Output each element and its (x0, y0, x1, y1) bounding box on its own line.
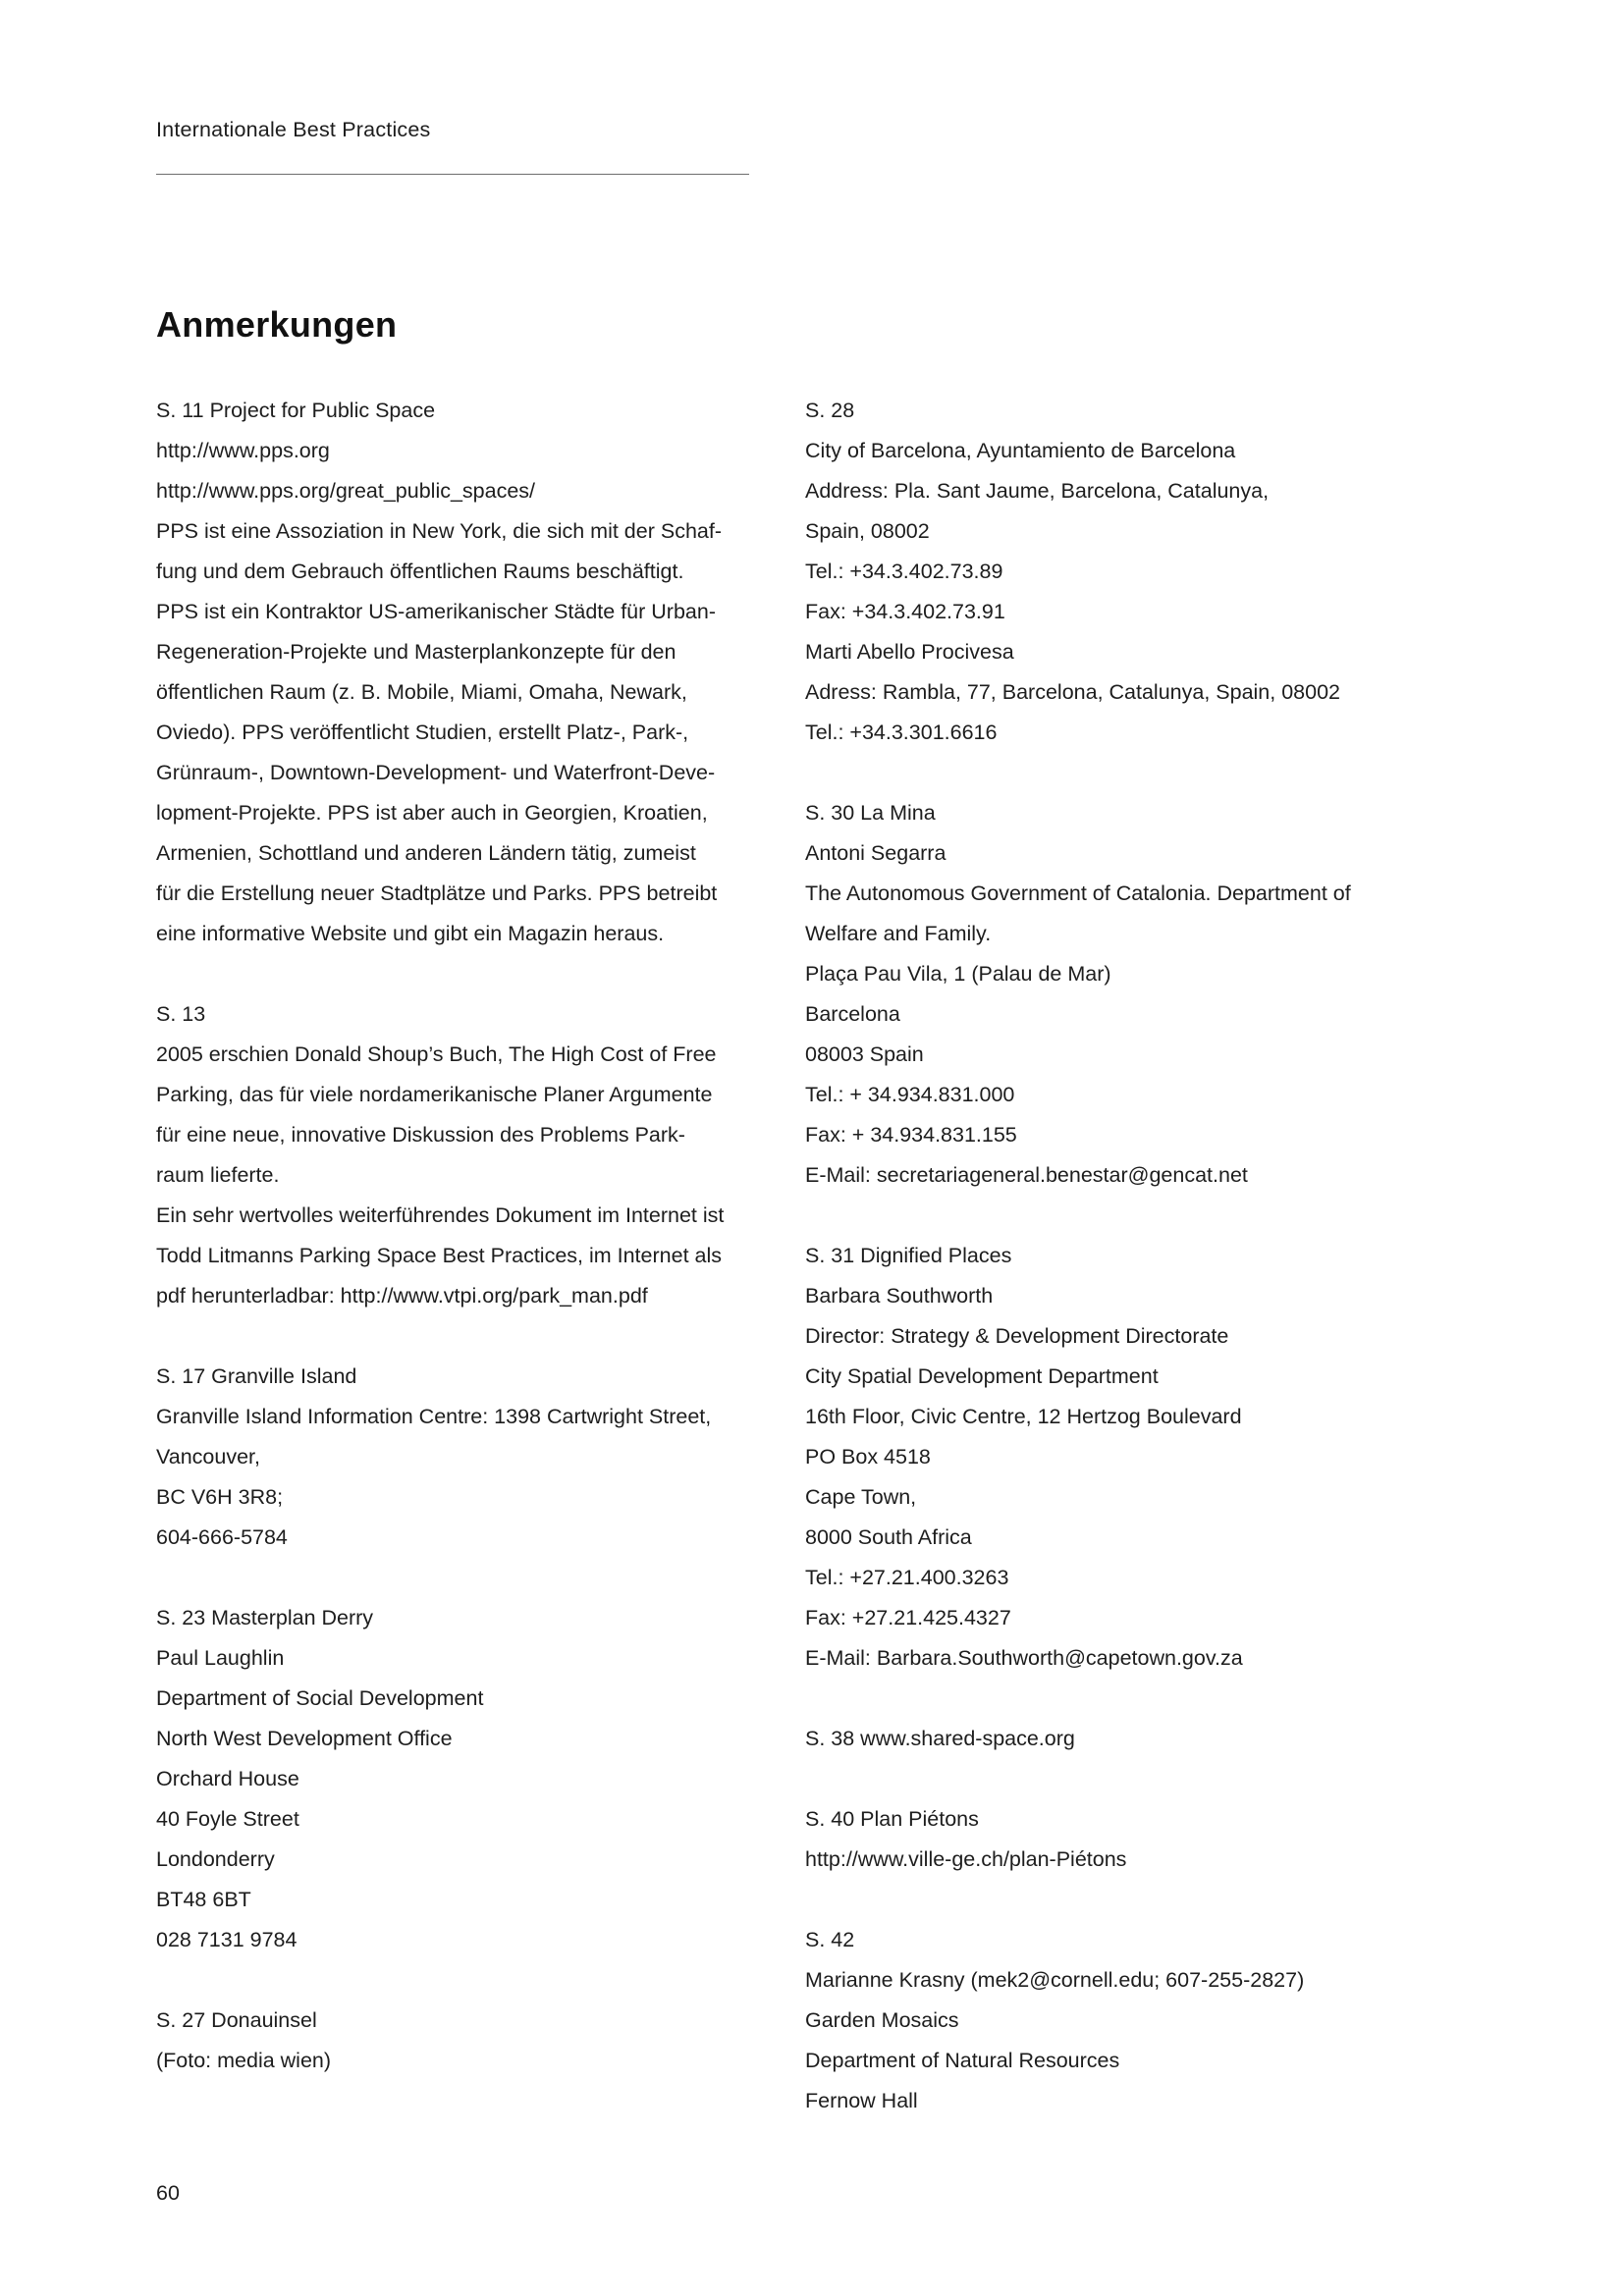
note-line: Londonderry (156, 1847, 275, 1871)
note-line: S. 31 Dignified Places (805, 1244, 1012, 1267)
note-line: Address: Pla. Sant Jaume, Barcelona, Catalunya, (805, 479, 1270, 503)
note-line: City of Barcelona, Ayuntamiento de Barcelona (805, 439, 1236, 462)
note-line: Marianne Krasny (mek2@cornell.edu; 607-255-2827) (805, 1968, 1305, 1992)
note-line: S. 42 (805, 1928, 855, 1951)
note-line: Spain, 08002 (805, 519, 930, 543)
column-right (805, 391, 1434, 2121)
note-block (805, 1719, 1434, 1759)
note-line: Plaça Pau Vila, 1 (Palau de Mar) (805, 962, 1111, 986)
note-line: http://www.pps.org (156, 439, 330, 462)
note-line: für die Erstellung neuer Stadtplätze und Parks. PPS betreibt (156, 881, 718, 905)
note-line: Armenien, Schottland und anderen Ländern tätig, zumeist (156, 841, 696, 865)
note-line: öffentlichen Raum (z. B. Mobile, Miami, Omaha, Newark, (156, 680, 687, 704)
note-line: Tel.: +34.3.301.6616 (805, 721, 998, 744)
note-block (805, 1799, 1434, 1880)
note-line: Fax: + 34.934.831.155 (805, 1123, 1017, 1147)
note-block (156, 1357, 784, 1558)
note-line: Fax: +27.21.425.4327 (805, 1606, 1011, 1629)
note-line: 8000 South Africa (805, 1525, 972, 1549)
note-line: BT48 6BT (156, 1888, 251, 1911)
note-line: Ein sehr wertvolles weiterführendes Dokument im Internet ist (156, 1203, 725, 1227)
note-line: E-Mail: secretariageneral.benestar@gencat.net (805, 1163, 1248, 1187)
note-line: S. 17 Granville Island (156, 1364, 357, 1388)
note-line: Todd Litmanns Parking Space Best Practices, im Internet als (156, 1244, 722, 1267)
note-block (156, 1598, 784, 1960)
note-line: North West Development Office (156, 1727, 453, 1750)
note-line: Fax: +34.3.402.73.91 (805, 600, 1005, 623)
note-block (156, 994, 784, 1316)
page-title: Anmerkungen (156, 304, 398, 345)
note-line: S. 28 (805, 399, 855, 422)
note-line: 40 Foyle Street (156, 1807, 299, 1831)
note-line: lopment-Projekte. PPS ist aber auch in Georgien, Kroatien, (156, 801, 708, 825)
note-line: eine informative Website und gibt ein Magazin heraus. (156, 922, 665, 945)
note-line: Vancouver, (156, 1445, 260, 1468)
note-line: Grünraum-, Downtown-Development- und Waterfront-Deve- (156, 761, 716, 784)
note-line: 604-666-5784 (156, 1525, 288, 1549)
note-line: Oviedo). PPS veröffentlicht Studien, erstellt Platz-, Park-, (156, 721, 689, 744)
note-line: S. 27 Donauinsel (156, 2008, 317, 2032)
note-line: 028 7131 9784 (156, 1928, 298, 1951)
note-line: Granville Island Information Centre: 1398 Cartwright Street, (156, 1405, 712, 1428)
note-line: S. 11 Project for Public Space (156, 399, 436, 422)
note-line: Orchard House (156, 1767, 299, 1790)
note-line: Adress: Rambla, 77, Barcelona, Catalunya, Spain, 08002 (805, 680, 1340, 704)
header-rule (156, 174, 749, 175)
note-line: http://www.pps.org/great_public_spaces/ (156, 479, 536, 503)
note-line: Marti Abello Procivesa (805, 640, 1014, 664)
note-line: Tel.: + 34.934.831.000 (805, 1083, 1015, 1106)
note-block (156, 2001, 784, 2081)
note-line: BC V6H 3R8; (156, 1485, 284, 1509)
note-block (156, 391, 784, 954)
note-line: Fernow Hall (805, 2089, 918, 2112)
note-line: E-Mail: Barbara.Southworth@capetown.gov.za (805, 1646, 1243, 1670)
note-line: raum lieferte. (156, 1163, 280, 1187)
page-number: 60 (156, 2181, 180, 2205)
note-line: Barcelona (805, 1002, 900, 1026)
note-line: S. 40 Plan Piétons (805, 1807, 979, 1831)
note-line: PPS ist eine Assoziation in New York, die sich mit der Schaf- (156, 519, 722, 543)
note-line: Regeneration-Projekte und Masterplankonzepte für den (156, 640, 676, 664)
note-line: Tel.: +34.3.402.73.89 (805, 560, 1003, 583)
note-line: Department of Social Development (156, 1686, 484, 1710)
note-line: Parking, das für viele nordamerikanische Planer Argumente (156, 1083, 713, 1106)
note-block (805, 391, 1434, 753)
note-line: The Autonomous Government of Catalonia. Department of (805, 881, 1351, 905)
note-line: S. 30 La Mina (805, 801, 936, 825)
note-line: (Foto: media wien) (156, 2049, 332, 2072)
note-line: Welfare and Family. (805, 922, 992, 945)
note-line: für eine neue, innovative Diskussion des Problems Park- (156, 1123, 685, 1147)
note-line: 16th Floor, Civic Centre, 12 Hertzog Boulevard (805, 1405, 1242, 1428)
note-line: Director: Strategy & Development Directorate (805, 1324, 1229, 1348)
note-line: Tel.: +27.21.400.3263 (805, 1566, 1009, 1589)
note-line: Antoni Segarra (805, 841, 947, 865)
note-line: 08003 Spain (805, 1042, 924, 1066)
note-line: S. 13 (156, 1002, 206, 1026)
note-line: PPS ist ein Kontraktor US-amerikanischer Städte für Urban- (156, 600, 716, 623)
note-line: Paul Laughlin (156, 1646, 285, 1670)
note-block (805, 793, 1434, 1196)
note-block (805, 1920, 1434, 2121)
note-line: Department of Natural Resources (805, 2049, 1120, 2072)
note-line: http://www.ville-ge.ch/plan-Piétons (805, 1847, 1127, 1871)
running-header: Internationale Best Practices (156, 118, 431, 141)
note-line: fung und dem Gebrauch öffentlichen Raums beschäftigt. (156, 560, 684, 583)
note-line: Barbara Southworth (805, 1284, 994, 1308)
note-line: pdf herunterladbar: http://www.vtpi.org/park_man.pdf (156, 1284, 648, 1308)
column-left (156, 391, 784, 2081)
note-line: Cape Town, (805, 1485, 917, 1509)
note-line: City Spatial Development Department (805, 1364, 1159, 1388)
note-line: S. 23 Masterplan Derry (156, 1606, 374, 1629)
note-line: PO Box 4518 (805, 1445, 931, 1468)
note-line: S. 38 www.shared-space.org (805, 1727, 1075, 1750)
note-block (805, 1236, 1434, 1679)
note-line: 2005 erschien Donald Shoup’s Buch, The High Cost of Free (156, 1042, 717, 1066)
note-line: Garden Mosaics (805, 2008, 959, 2032)
